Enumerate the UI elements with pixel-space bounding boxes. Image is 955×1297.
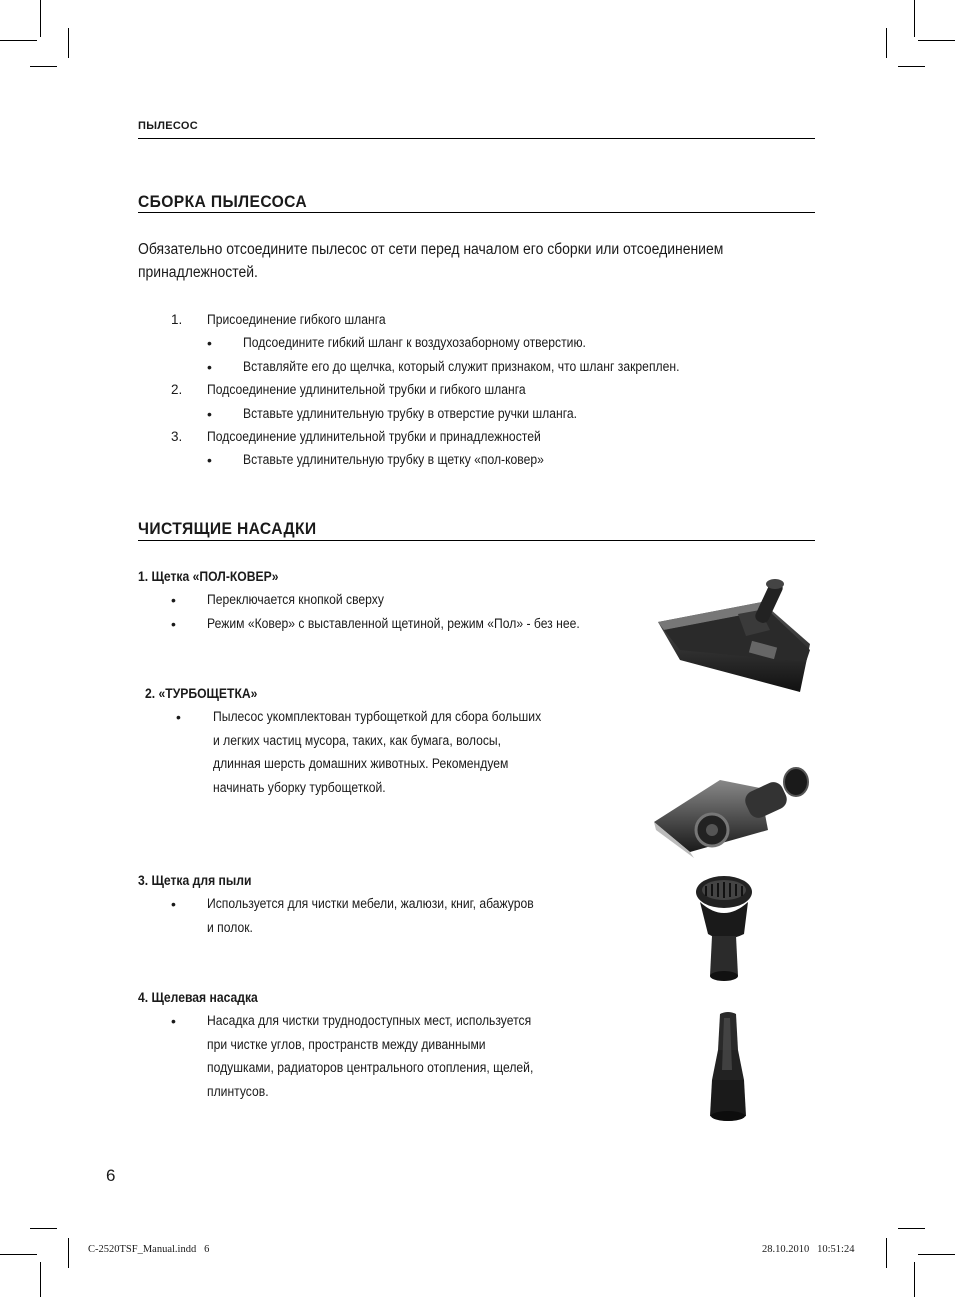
crevice-tool-image [700,1010,756,1126]
step-bullet: Вставляйте его до щелчка, который служит признаком, что шланг закреплен. [243,359,680,374]
dust-brush-image [690,872,760,984]
crop-mark [30,66,57,67]
page-number: 6 [106,1166,116,1185]
bullet-marker: • [207,335,212,351]
bullet-marker: • [207,406,212,422]
step-bullet: Вставьте удлинительную трубку в щетку «пол-ковер» [243,452,544,467]
nozzle-description: Пылесос укомплектован турбощеткой для сбора больших и легких частиц мусора, таких, как бумага, волосы, длинная шерсть домашних животных. Рекомендуем начинать уборку турбощеткой. [213,709,542,795]
crop-mark [886,1238,887,1268]
file-slug: C-2520TSF_Manual.indd 6 [88,1244,210,1255]
crop-mark [40,0,41,37]
crop-mark [914,1262,915,1297]
nozzle-title-turbo-brush: 2. «ТУРБОЩЕТКА» [145,686,258,701]
step-number: 1. [171,312,183,327]
crop-mark [886,28,887,58]
crop-mark [40,1262,41,1297]
header-rule [138,138,815,139]
crop-mark [898,1228,925,1229]
bullet-marker: • [171,1013,176,1029]
nozzle-description: Используется для чистки мебели, жалюзи, книг, абажуров и полок. [207,896,534,935]
crop-mark [30,1228,57,1229]
step-text: Присоединение гибкого шланга [207,312,386,327]
section-title-nozzles: ЧИСТЯЩИЕ НАСАДКИ [138,519,317,538]
section-rule [138,212,815,213]
nozzle-description: Насадка для чистки труднодоступных мест, используется при чистке углов, пространств между диванными подушками, радиаторов центрального отопления, щелей, плинтусов. [207,1013,534,1099]
step-bullet: Вставьте удлинительную трубку в отверстие ручки шланга. [243,406,578,421]
step-number: 2. [171,382,183,397]
section-title-assembly: СБОРКА ПЫЛЕСОСА [138,192,308,211]
floor-carpet-brush-image [650,572,818,710]
crop-mark [918,40,955,41]
crop-mark [898,66,925,67]
step-bullet: Подсоедините гибкий шланг к воздухозаборному отверстию. [243,335,586,350]
section-rule [138,540,815,541]
bullet-marker: • [171,592,176,608]
bullet-marker: • [171,896,176,912]
nozzle-bullet: Режим «Ковер» с выставленной щетиной, режим «Пол» - без нее. [207,616,580,631]
nozzle-title-crevice-tool: 4. Щелевая насадка [138,990,258,1005]
running-header: ПЫЛЕСОС [138,120,199,132]
crop-mark [0,1254,37,1255]
crop-mark [68,1238,69,1268]
nozzle-title-floor-brush: 1. Щетка «ПОЛ-КОВЕР» [138,569,279,584]
intro-paragraph [138,238,750,284]
bullet-marker: • [207,359,212,375]
intro-line: принадлежностей. [138,264,258,281]
crop-mark [68,28,69,58]
step-number: 3. [171,429,183,444]
intro-line: Обязательно отсоедините пылесос от сети перед началом его сборки или отсоединением [138,241,724,258]
step-text: Подсоединение удлинительной трубки и принадлежностей [207,429,541,444]
crop-mark [918,1254,955,1255]
nozzle-title-dust-brush: 3. Щетка для пыли [138,873,252,888]
bullet-marker: • [176,709,181,725]
date-slug: 28.10.2010 10:51:24 [762,1244,855,1255]
nozzle-bullet: Переключается кнопкой сверху [207,592,384,607]
bullet-marker: • [171,616,176,632]
step-text: Подсоединение удлинительной трубки и гибкого шланга [207,382,526,397]
crop-mark [0,40,37,41]
bullet-marker: • [207,452,212,468]
turbo-brush-image [650,760,818,860]
crop-mark [914,0,915,37]
